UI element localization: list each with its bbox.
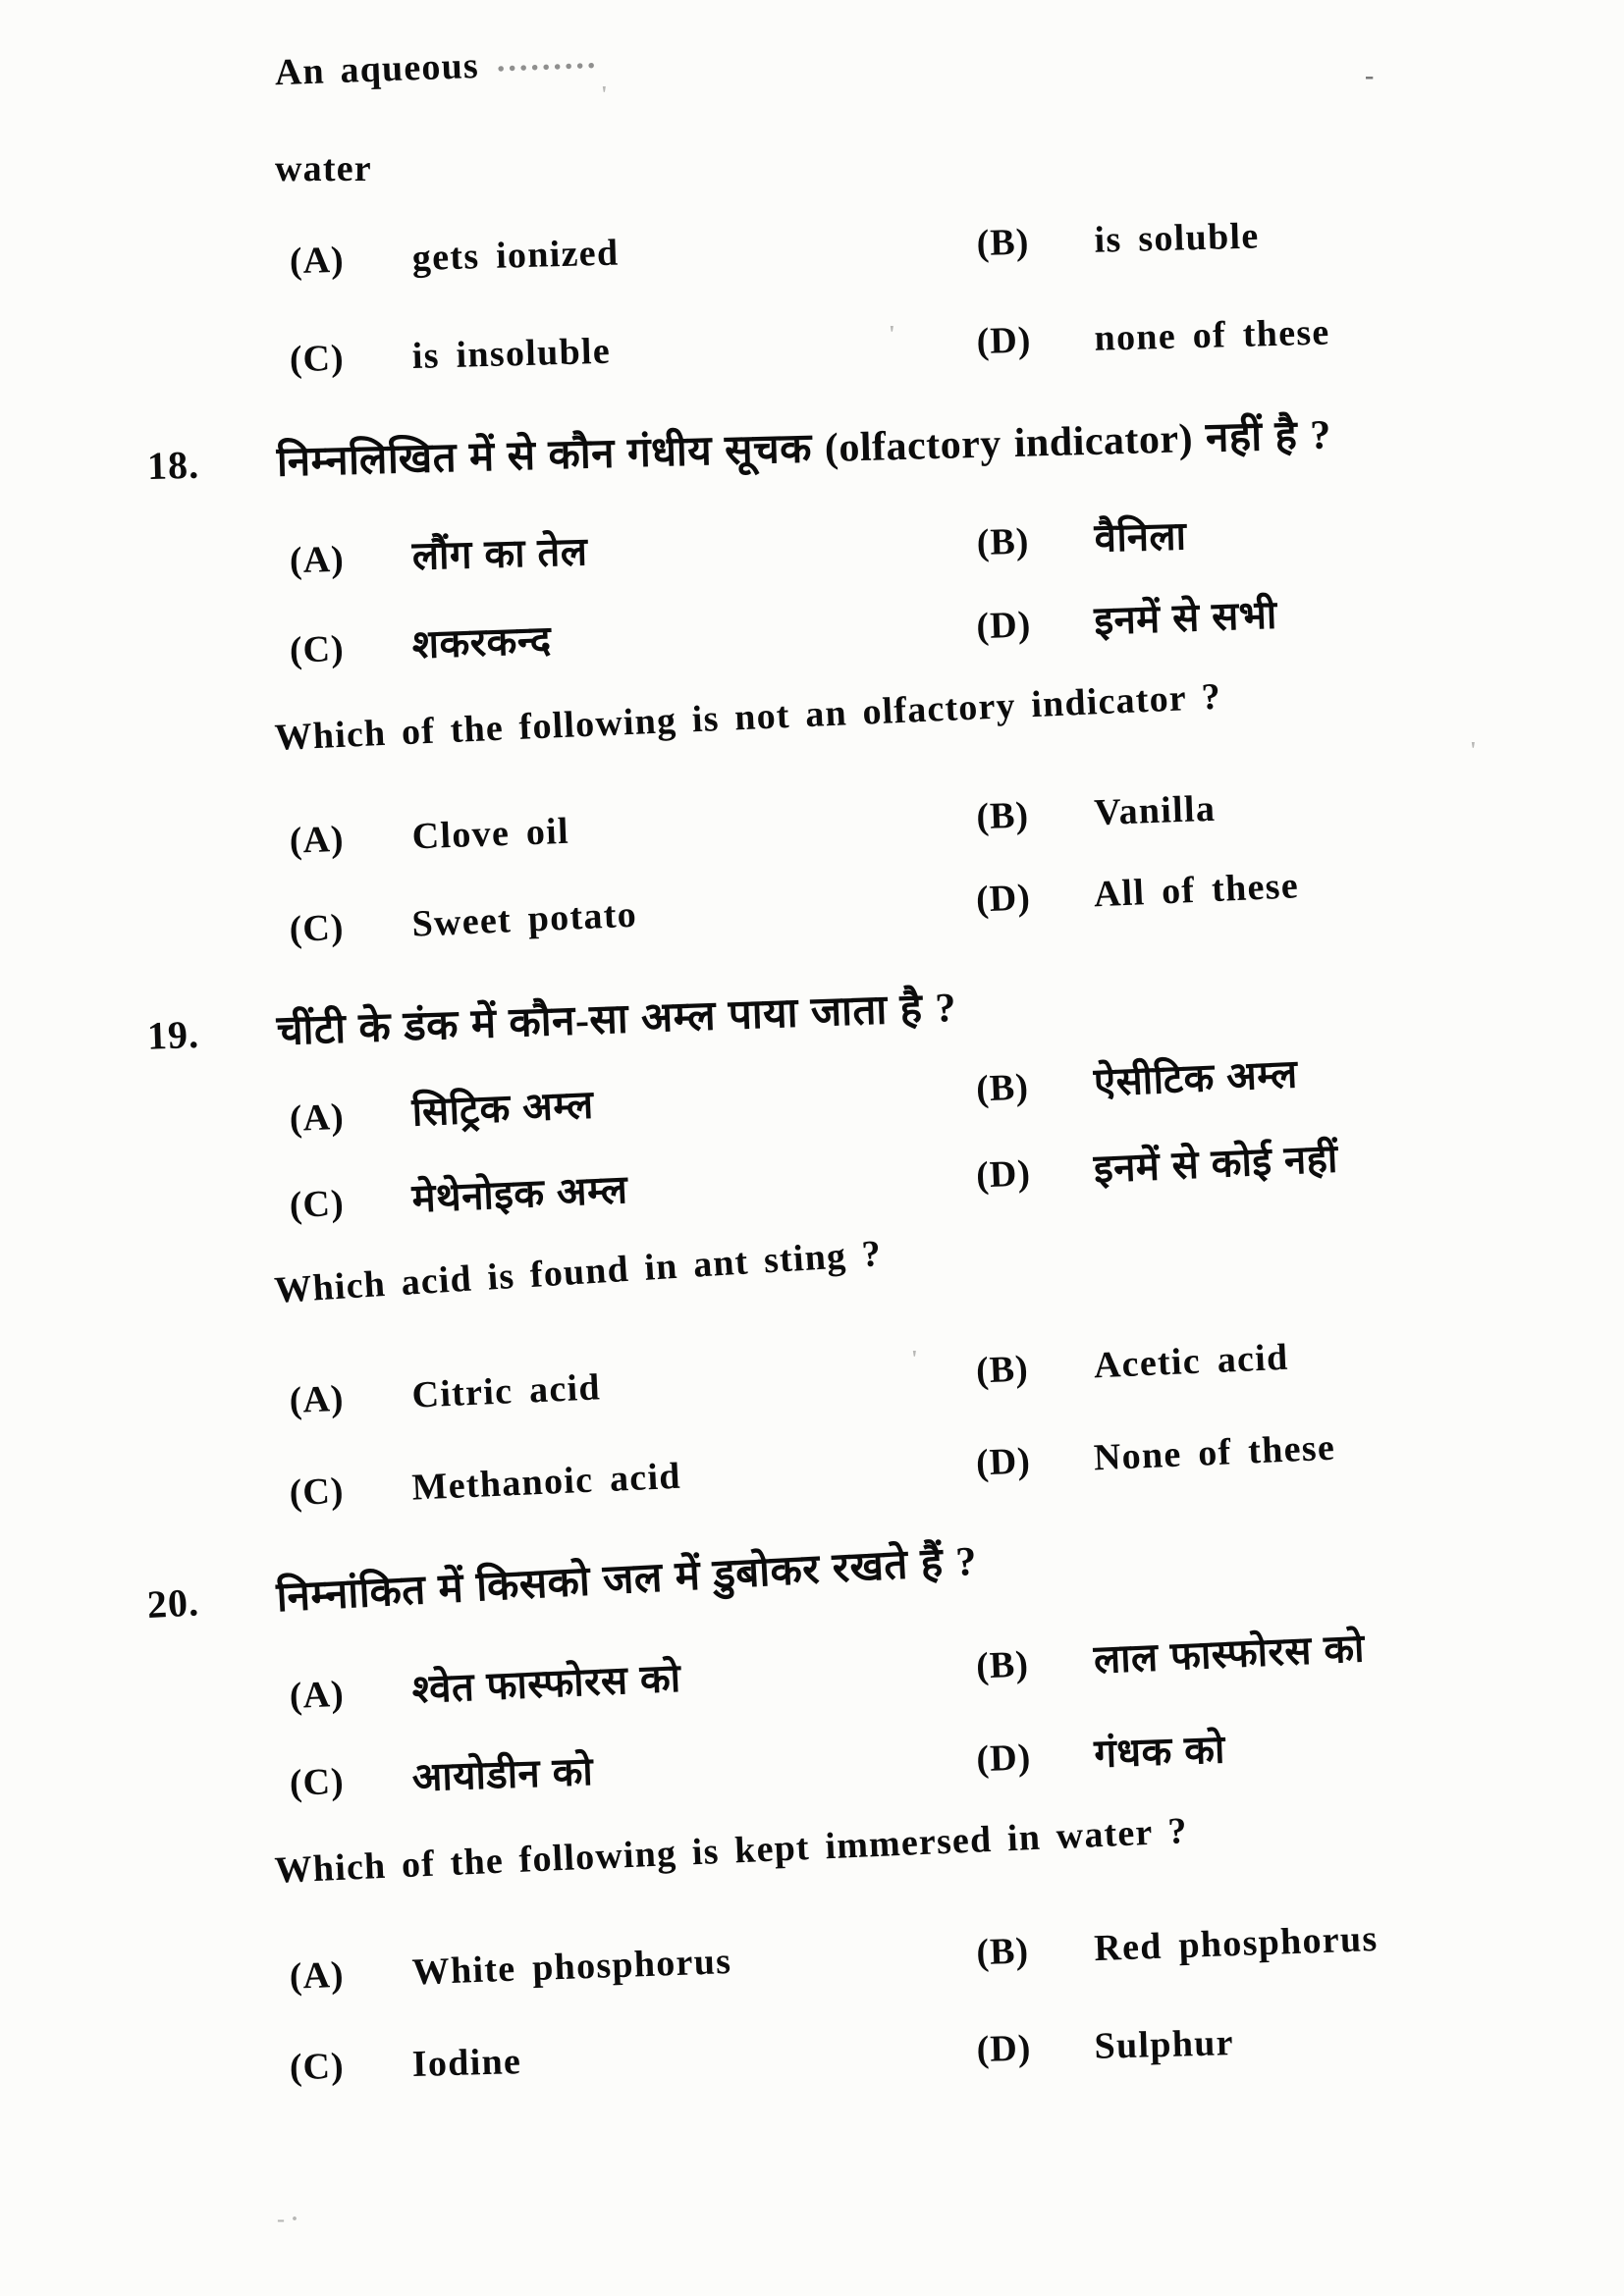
option-d-label: (D) — [976, 319, 1032, 362]
scan-artifact-tick: ' — [601, 82, 608, 108]
scan-artifact-marks: - · — [277, 2207, 298, 2232]
option-c-text: Methanoic acid — [410, 1455, 682, 1509]
fragment-text-2: water — [275, 148, 372, 189]
question-17-fragment-line2 — [0, 147, 1624, 190]
question-17-fragment-line — [0, 4, 1624, 104]
option-d-label: (D) — [975, 1440, 1032, 1484]
q18-english-options-ab — [0, 773, 1624, 873]
fragment-faded-dots: ......... — [496, 38, 599, 80]
option-a-label: (A) — [289, 1953, 346, 1998]
option-a-text: श्वेत फास्फोरस को — [410, 1655, 682, 1712]
question-19-hindi-text: चींटी के डंक में कौन-सा अम्ल पाया जाता है ? — [276, 986, 957, 1055]
option-a-label: (A) — [288, 1377, 346, 1422]
option-b-text: Red phosphorus — [1093, 1918, 1380, 1970]
option-c-label: (C) — [288, 1182, 346, 1227]
scan-artifact-tick: ' — [889, 322, 895, 347]
option-a-label: (A) — [289, 538, 346, 582]
option-c-text: मेथेनोइक अम्ल — [410, 1167, 629, 1221]
option-d-text: none of these — [1094, 311, 1331, 359]
q18-english-options-cd — [0, 850, 1623, 964]
option-d-label: (D) — [975, 1152, 1032, 1197]
option-b-label: (B) — [976, 520, 1030, 563]
option-a-text: White phosphorus — [411, 1940, 732, 1994]
question-18-english-text: Which of the following is not an olfactory indicator ? — [273, 675, 1222, 759]
option-c-text: Iodine — [411, 2041, 522, 2085]
option-a-label: (A) — [289, 239, 346, 283]
option-b-text: Acetic acid — [1093, 1336, 1290, 1387]
option-b-text: Vanilla — [1093, 787, 1217, 834]
options-row-ab — [0, 205, 1624, 291]
option-c-label: (C) — [289, 337, 346, 381]
option-b-label: (B) — [975, 794, 1030, 838]
option-a-text: gets ionized — [411, 232, 620, 279]
option-b-label: (B) — [975, 1643, 1030, 1687]
question-18-hindi-text: निम्नलिखित में से कौन गंधीय सूचक (olfactory indicator) नहीं है ? — [276, 412, 1332, 486]
option-c-text: is insoluble — [411, 330, 612, 377]
option-a-label: (A) — [288, 1673, 346, 1718]
option-b-text: ऐसीटिक अम्ल — [1093, 1051, 1299, 1105]
option-d-label: (D) — [975, 877, 1032, 921]
option-d-text: Sulphur — [1094, 2022, 1235, 2067]
option-a-text: Clove oil — [411, 810, 570, 858]
option-b-label: (B) — [975, 1066, 1030, 1110]
option-c-text: शकरकन्द — [411, 617, 553, 667]
scan-artifact-tick: ' — [911, 1347, 918, 1372]
option-a-text: लौंग का तेल — [411, 529, 588, 578]
option-d-text: इनमें से सभी — [1093, 592, 1278, 644]
option-d-text: गंधक को — [1093, 1727, 1226, 1777]
option-b-text: लाल फास्फोरस को — [1093, 1626, 1366, 1682]
option-b-text: is soluble — [1094, 215, 1261, 261]
scan-artifact-tick: ' — [1470, 738, 1477, 764]
option-d-label: (D) — [975, 1736, 1032, 1781]
option-d-text: None of these — [1093, 1426, 1336, 1479]
option-b-text: वैनिला — [1094, 513, 1188, 561]
option-b-label: (B) — [976, 221, 1030, 264]
option-b-label: (B) — [975, 1348, 1030, 1392]
question-20-english-text: Which of the following is kept immersed in water ? — [273, 1810, 1189, 1892]
option-c-text: Sweet potato — [410, 893, 638, 945]
option-c-label: (C) — [289, 627, 346, 671]
option-d-text: इनमें से कोई नहीं — [1093, 1136, 1339, 1192]
option-d-text: All of these — [1093, 865, 1300, 916]
option-c-label: (C) — [288, 1469, 346, 1515]
option-c-label: (C) — [288, 906, 346, 951]
question-19-number: 19. — [146, 1011, 200, 1058]
scan-artifact-dash: - — [1365, 61, 1375, 91]
option-c-label: (C) — [289, 1760, 346, 1804]
option-c-label: (C) — [289, 2045, 346, 2089]
q18-hindi-options-ab — [0, 496, 1624, 592]
options-row-cd — [0, 303, 1624, 389]
question-20-number: 20. — [145, 1579, 201, 1628]
question-19-english-text: Which acid is found in ant sting ? — [273, 1233, 884, 1311]
q20-english-options-cd — [0, 2011, 1624, 2097]
option-d-label: (D) — [976, 2027, 1032, 2070]
option-a-text: Citric acid — [410, 1366, 602, 1416]
question-20-hindi — [0, 1497, 1623, 1637]
question-20-hindi-text: निम्नांकित में किसको जल में डुबोकर रखते हैं ? — [275, 1538, 979, 1622]
option-a-label: (A) — [288, 1095, 346, 1141]
option-b-label: (B) — [975, 1930, 1030, 1974]
q19-english-options-ab — [0, 1321, 1623, 1435]
question-18-hindi — [0, 398, 1624, 496]
question-18-number: 18. — [146, 442, 200, 489]
q20-english-options-ab — [0, 1908, 1624, 2008]
option-a-text: सिट्रिक अम्ल — [410, 1082, 595, 1135]
option-d-label: (D) — [975, 604, 1032, 648]
option-a-label: (A) — [289, 818, 346, 862]
option-c-text: आयोडीन को — [411, 1748, 594, 1800]
fragment-text: An aqueous — [274, 44, 480, 94]
